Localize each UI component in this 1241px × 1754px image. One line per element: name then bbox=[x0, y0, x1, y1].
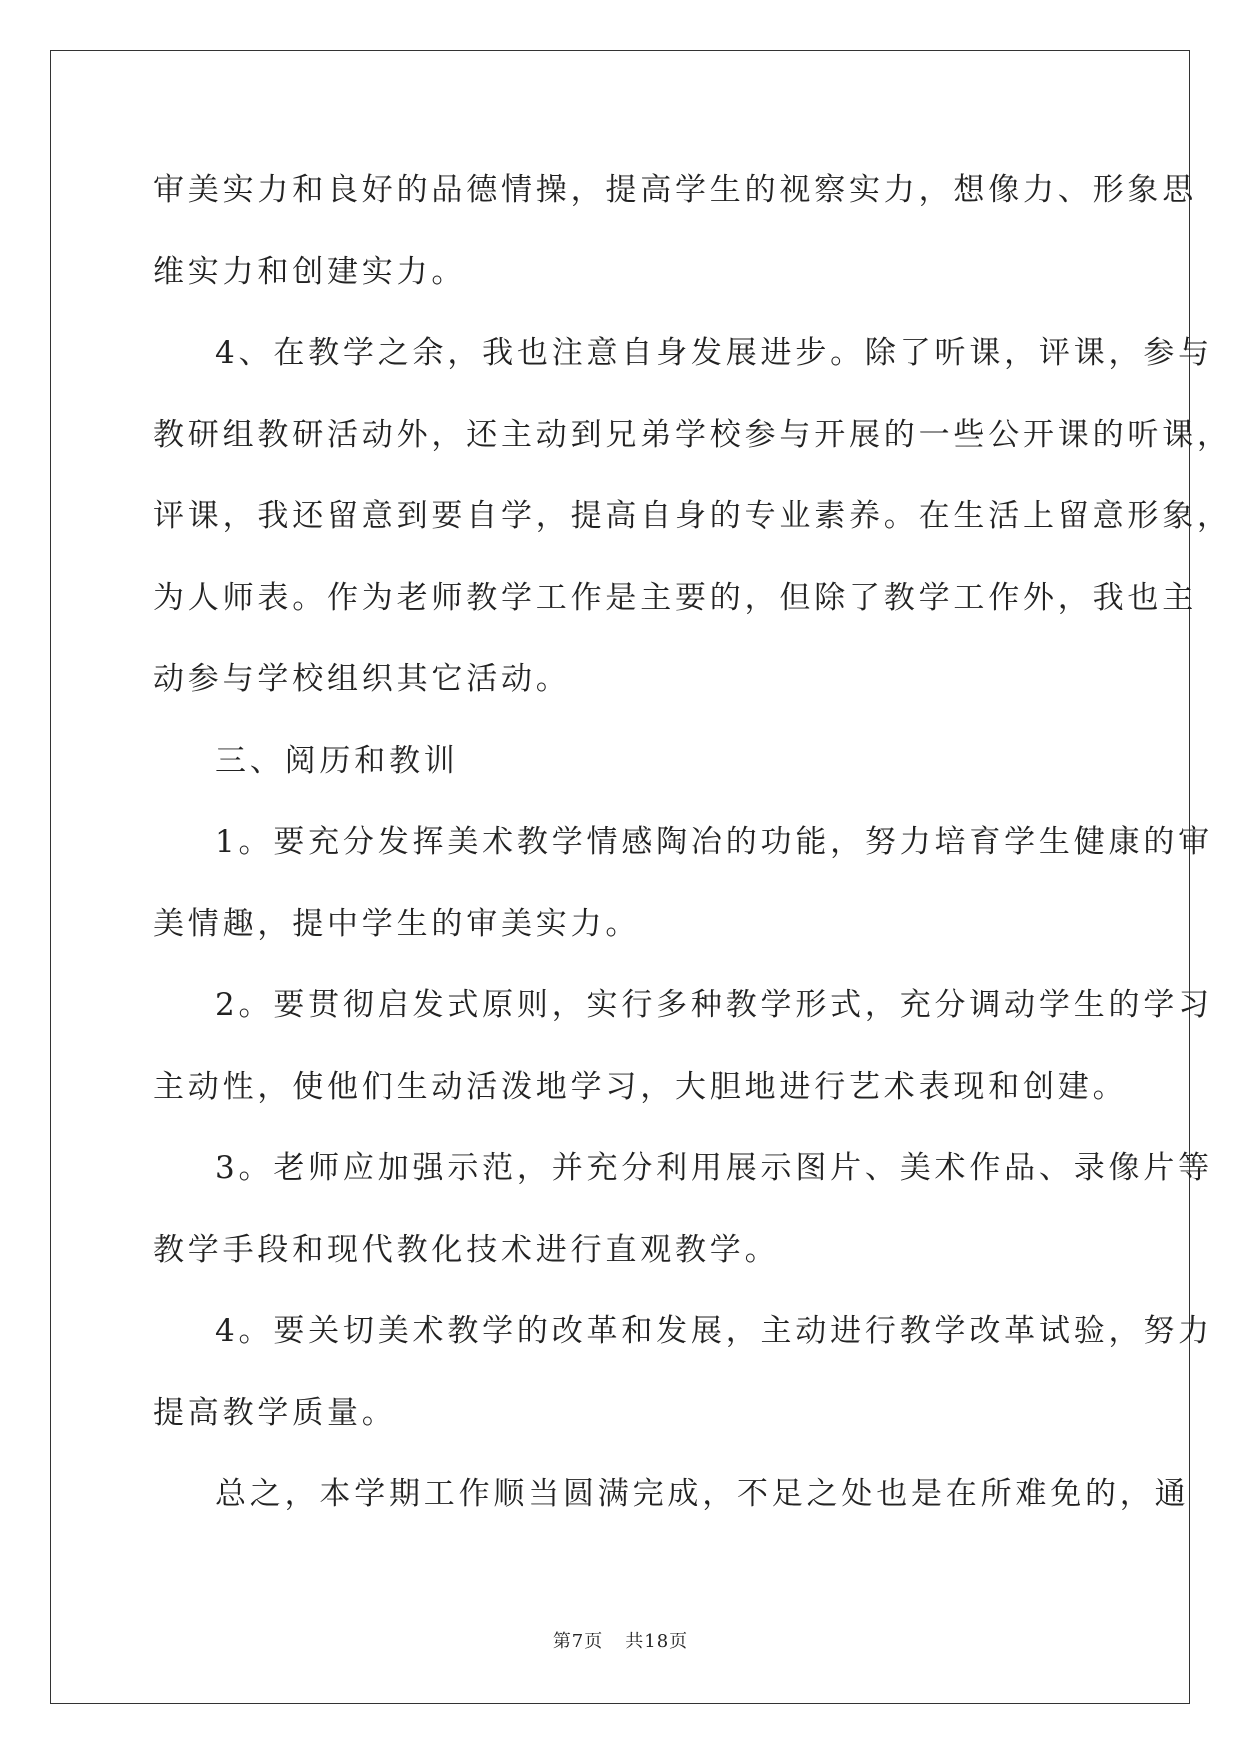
text-line: 动参与学校组织其它活动。 bbox=[153, 661, 571, 697]
page-number-total: 共18页 bbox=[625, 1631, 689, 1652]
text-line: 维实力和创建实力。 bbox=[153, 253, 467, 290]
text-line: 4、在教学之余，我也注意自身发展进步。除了听课，评课，参与 bbox=[215, 335, 1213, 371]
text-line: 4。要关切美术教学的改革和发展，主动进行教学改革试验，努力 bbox=[215, 1313, 1213, 1349]
text-line: 审美实力和良好的品德情操，提高学生的视察实力，想像力、形象思 bbox=[153, 172, 1197, 208]
text-line: 评课，我还留意到要自学，提高自身的专业素养。在生活上留意形象， bbox=[153, 498, 1232, 534]
text-line: 为人师表。作为老师教学工作是主要的，但除了教学工作外，我也主 bbox=[153, 579, 1197, 616]
document-body bbox=[153, 160, 1232, 1546]
text-line: 教研组教研活动外，还主动到兄弟学校参与开展的一些公开课的听课， bbox=[153, 416, 1232, 453]
text-line: 总之，本学期工作顺当圆满完成，不足之处也是在所难免的，通 bbox=[215, 1476, 1190, 1512]
page-footer bbox=[0, 1627, 1241, 1653]
text-line: 3。老师应加强示范，并充分利用展示图片、美术作品、录像片等 bbox=[215, 1150, 1213, 1186]
text-line: 三、阅历和教训 bbox=[215, 742, 459, 779]
text-line: 教学手段和现代教化技术进行直观教学。 bbox=[153, 1231, 780, 1268]
page-number-current: 第7页 bbox=[552, 1631, 604, 1652]
text-line: 主动性，使他们生动活泼地学习，大胆地进行艺术表现和创建。 bbox=[153, 1068, 1128, 1105]
text-line: 提高教学质量。 bbox=[153, 1394, 397, 1431]
text-line: 1。要充分发挥美术教学情感陶冶的功能，努力培育学生健康的审 bbox=[215, 824, 1213, 860]
text-line: 美情趣，提中学生的审美实力。 bbox=[153, 905, 641, 942]
text-line: 2。要贯彻启发式原则，实行多种教学形式，充分调动学生的学习 bbox=[215, 987, 1213, 1023]
